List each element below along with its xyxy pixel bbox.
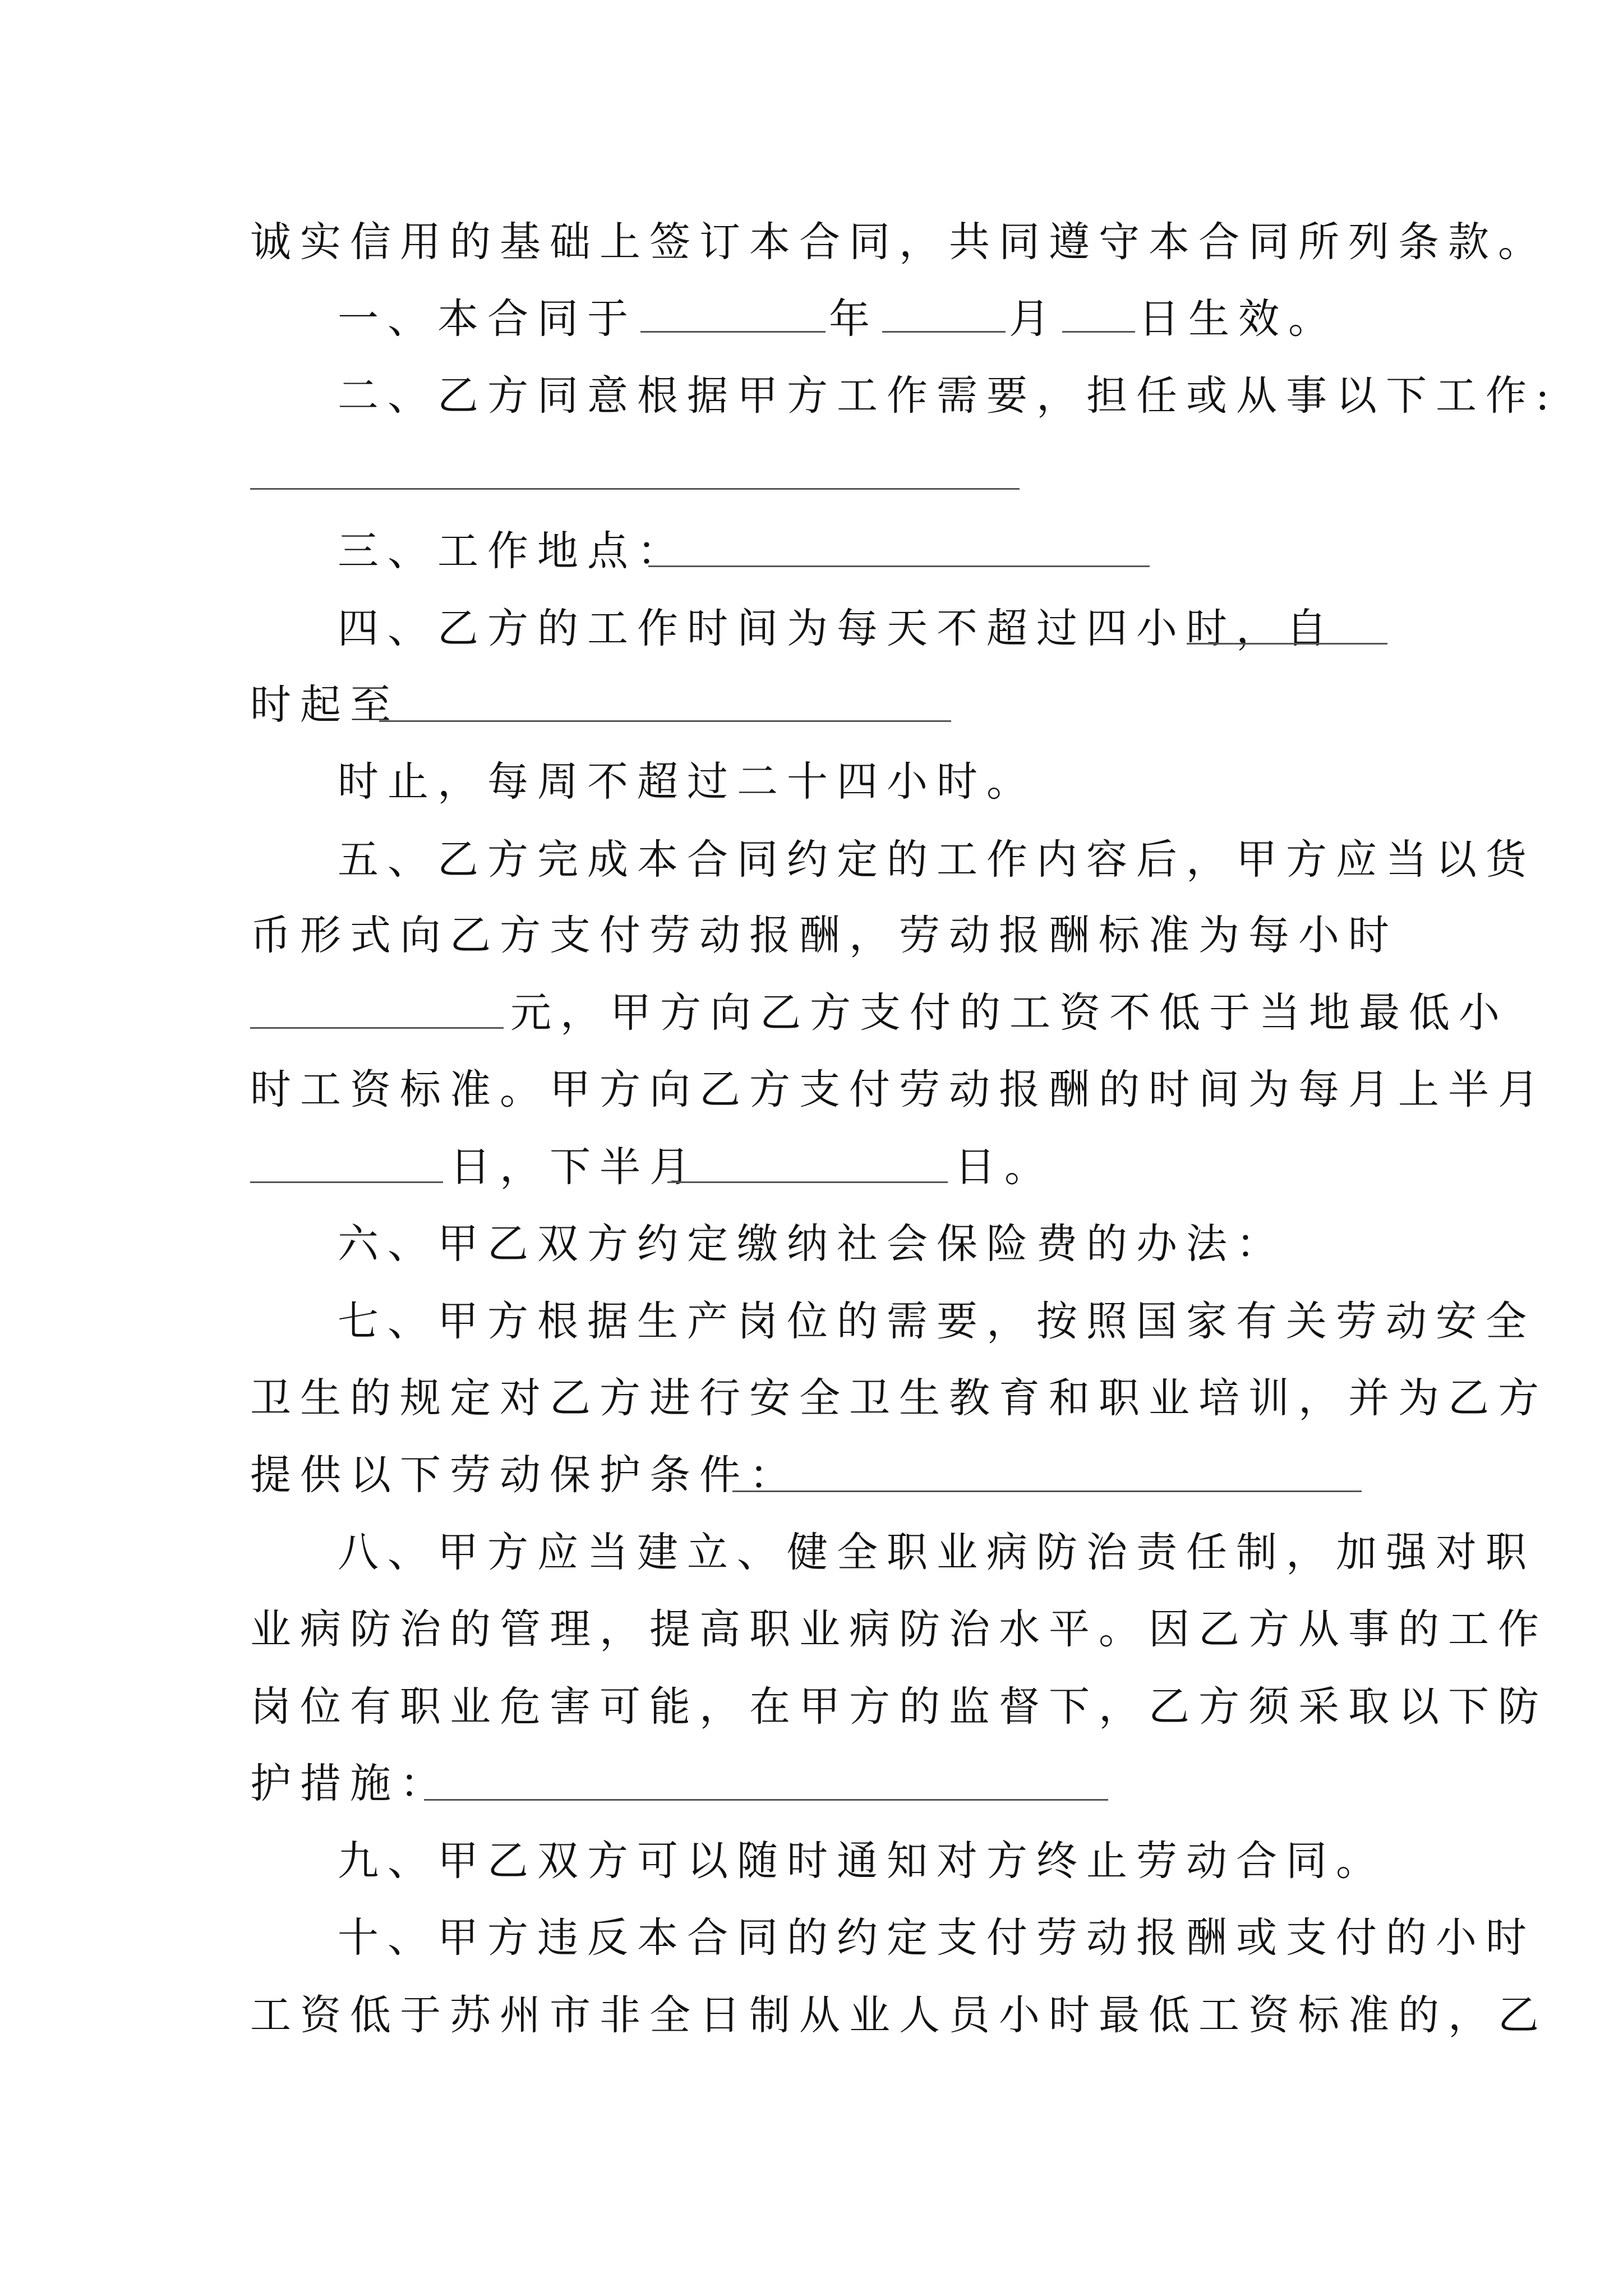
text-line xyxy=(338,754,1476,810)
paragraph-text: 岗位有职业危害可能，在甲方的监督下，乙方须采取以下防 xyxy=(250,1683,1548,1731)
clause-text: 一、本合同于 xyxy=(338,295,637,343)
text-line xyxy=(250,1062,1548,1118)
paragraph-text: 时起至 xyxy=(250,681,400,729)
paragraph-text: 时工资标准。甲方向乙方支付劳动报酬的时间为每月上半月 xyxy=(250,1066,1548,1114)
hourly-rate-blank[interactable] xyxy=(250,1027,504,1029)
clause-text: 六、甲乙双方约定缴纳社会保险费的办法： xyxy=(338,1220,1286,1268)
text-line xyxy=(250,1370,1548,1427)
text-line xyxy=(250,214,1548,270)
day-label: 日生效。 xyxy=(1138,295,1338,343)
paragraph-text: 业病防治的管理，提高职业病防治水平。因乙方从事的工作 xyxy=(250,1605,1548,1653)
month-blank[interactable] xyxy=(882,292,1006,333)
end-hour-blank[interactable] xyxy=(379,720,951,722)
clause-text: 二、乙方同意根据甲方工作需要，担任或从事以下工作: xyxy=(338,372,1559,420)
protective-measures-blank[interactable] xyxy=(424,1799,1108,1801)
first-half-pay-day-blank[interactable] xyxy=(250,1181,443,1183)
clause-text: 八、甲方应当建立、健全职业病防治责任制，加强对职 xyxy=(338,1529,1536,1576)
clause-text: 四、乙方的工作时间为每天不超过四小时，自 xyxy=(338,605,1336,652)
text-line xyxy=(250,1756,1389,1812)
year-label: 年 xyxy=(829,295,879,343)
clause-6 xyxy=(338,1216,1476,1272)
paragraph-text: 提供以下劳动保护条件： xyxy=(250,1451,799,1499)
text-line xyxy=(450,1139,699,1195)
clause-8 xyxy=(338,1525,1536,1581)
clause-2 xyxy=(338,368,1559,424)
text-line xyxy=(510,985,1509,1041)
second-half-pay-day-blank[interactable] xyxy=(667,1181,948,1183)
start-hour-blank[interactable] xyxy=(1187,643,1387,645)
text-line xyxy=(250,1987,1548,2044)
paragraph-text: 币形式向乙方支付劳动报酬，劳动报酬标准为每小时 xyxy=(250,912,1398,959)
paragraph-text: 元，甲方向乙方支付的工资不低于当地最低小 xyxy=(510,989,1509,1037)
clause-text: 十、甲方违反本合同的约定支付劳动报酬或支付的小时 xyxy=(338,1914,1536,1962)
text-line xyxy=(250,908,1398,964)
month-label: 月 xyxy=(1009,295,1059,343)
year-blank[interactable] xyxy=(640,292,826,333)
text-line xyxy=(250,1679,1548,1735)
paragraph-text: 卫生的规定对乙方进行安全卫生教育和职业培训，并为乙方 xyxy=(250,1374,1548,1422)
clause-5 xyxy=(338,832,1536,888)
clause-text: 五、乙方完成本合同约定的工作内容后，甲方应当以货 xyxy=(338,836,1536,884)
paragraph-text: 护措施： xyxy=(250,1760,450,1807)
job-description-blank[interactable] xyxy=(250,488,1020,490)
clause-10 xyxy=(338,1910,1536,1966)
clause-text: 七、甲方根据生产岗位的需要，按照国家有关劳动安全 xyxy=(338,1297,1536,1345)
paragraph-text: 工资低于苏州市非全日制从业人员小时最低工资标准的，乙 xyxy=(250,1991,1548,2039)
text-line xyxy=(250,1447,1389,1503)
paragraph-text: 时止，每周不超过二十四小时。 xyxy=(338,758,1036,806)
clause-9 xyxy=(338,1833,1476,1889)
labor-protection-blank[interactable] xyxy=(732,1490,1362,1492)
clause-text: 九、甲乙双方可以随时通知对方终止劳动合同。 xyxy=(338,1837,1386,1885)
text-line xyxy=(955,1139,1123,1195)
clause-7 xyxy=(338,1294,1536,1350)
paragraph-text: 日。 xyxy=(955,1143,1054,1191)
clause-text: 三、工作地点： xyxy=(338,527,687,575)
paragraph-text: 日，下半月 xyxy=(450,1143,699,1191)
day-blank[interactable] xyxy=(1062,292,1135,333)
text-line xyxy=(250,677,1389,733)
clause-1-effective-date xyxy=(338,291,1476,347)
paragraph-text: 诚实信用的基础上签订本合同，共同遵守本合同所列条款。 xyxy=(250,218,1548,266)
text-line xyxy=(250,1602,1548,1658)
work-location-blank[interactable] xyxy=(648,565,1150,567)
clause-3-work-location xyxy=(338,523,1476,579)
clause-4 xyxy=(338,601,1476,657)
